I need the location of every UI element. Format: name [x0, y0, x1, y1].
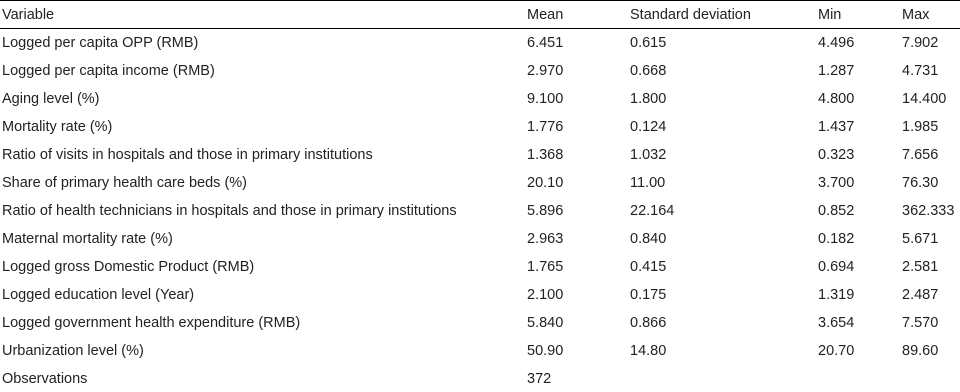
header-row [0, 1, 960, 29]
cell-min: 3.700 [818, 175, 855, 191]
header-min: Min [818, 6, 842, 23]
cell-min: 20.70 [818, 343, 855, 359]
cell-variable: Mortality rate (%) [2, 119, 113, 135]
cell-mean: 2.100 [527, 287, 564, 303]
table-row [0, 141, 960, 169]
cell-standard-deviation: 0.615 [630, 35, 667, 51]
cell-variable: Logged education level (Year) [2, 287, 195, 303]
header-max: Max [902, 6, 930, 23]
cell-mean: 5.840 [527, 315, 564, 331]
cell-standard-deviation: 0.415 [630, 259, 667, 275]
cell-standard-deviation: 1.032 [630, 147, 667, 163]
cell-variable: Ratio of health technicians in hospitals and those in primary institutions [2, 203, 457, 219]
cell-min: 0.182 [818, 231, 855, 247]
cell-mean: 1.368 [527, 147, 564, 163]
cell-standard-deviation: 1.800 [630, 91, 667, 107]
cell-standard-deviation: 0.175 [630, 287, 667, 303]
cell-variable: Logged government health expenditure (RMB) [2, 315, 301, 331]
cell-max: 362.333 [902, 203, 955, 219]
table-row [0, 169, 960, 197]
cell-variable: Logged gross Domestic Product (RMB) [2, 259, 255, 275]
cell-max: 2.581 [902, 259, 939, 275]
cell-min: 0.852 [818, 203, 855, 219]
cell-max: 76.30 [902, 175, 939, 191]
cell-max: 2.487 [902, 287, 939, 303]
cell-standard-deviation [628, 365, 816, 392]
table-row [0, 225, 960, 253]
header-mean: Mean [527, 6, 564, 23]
cell-min: 3.654 [818, 315, 855, 331]
table-row [0, 57, 960, 85]
cell-max: 89.60 [902, 343, 939, 359]
header-standard-deviation: Standard deviation [630, 6, 751, 23]
cell-max: 7.902 [902, 35, 939, 51]
cell-standard-deviation: 11.00 [630, 175, 666, 191]
cell-variable: Aging level (%) [2, 91, 100, 107]
header-variable: Variable [2, 6, 55, 23]
cell-variable: Observations [2, 371, 88, 387]
cell-min: 1.319 [818, 287, 855, 303]
cell-variable: Logged per capita OPP (RMB) [2, 35, 199, 51]
cell-variable: Share of primary health care beds (%) [2, 175, 247, 191]
cell-mean: 2.963 [527, 231, 564, 247]
table-body [0, 29, 960, 392]
cell-mean: 9.100 [527, 91, 564, 107]
cell-max: 7.570 [902, 315, 939, 331]
cell-mean: 1.765 [527, 259, 564, 275]
table-row [0, 197, 960, 225]
cell-mean: 20.10 [527, 175, 564, 191]
cell-variable: Urbanization level (%) [2, 343, 144, 359]
cell-max: 4.731 [902, 63, 939, 79]
cell-mean: 5.896 [527, 203, 564, 219]
table-row [0, 29, 960, 58]
cell-standard-deviation: 0.124 [630, 119, 667, 135]
cell-max: 5.671 [902, 231, 939, 247]
table-row-observations [0, 365, 960, 392]
cell-standard-deviation: 0.668 [630, 63, 667, 79]
cell-min: 0.694 [818, 259, 855, 275]
cell-mean: 6.451 [527, 35, 564, 51]
table-row [0, 253, 960, 281]
cell-min: 0.323 [818, 147, 855, 163]
table-header [0, 1, 960, 29]
cell-max: 14.400 [902, 91, 947, 107]
cell-variable: Maternal mortality rate (%) [2, 231, 173, 247]
cell-standard-deviation: 14.80 [630, 343, 667, 359]
cell-max [900, 365, 960, 392]
cell-max: 7.656 [902, 147, 939, 163]
cell-min: 4.800 [818, 91, 855, 107]
cell-min: 4.496 [818, 35, 855, 51]
cell-mean: 1.776 [527, 119, 564, 135]
cell-max: 1.985 [902, 119, 939, 135]
cell-variable: Ratio of visits in hospitals and those in primary institutions [2, 147, 373, 163]
cell-min: 1.437 [818, 119, 855, 135]
cell-mean: 372 [527, 371, 552, 387]
cell-min: 1.287 [818, 63, 855, 79]
cell-variable: Logged per capita income (RMB) [2, 63, 215, 79]
table-row [0, 337, 960, 365]
table-row [0, 281, 960, 309]
cell-mean: 50.90 [527, 343, 564, 359]
cell-mean: 2.970 [527, 63, 564, 79]
cell-standard-deviation: 0.840 [630, 231, 667, 247]
table-row [0, 113, 960, 141]
cell-min [816, 365, 900, 392]
table-row [0, 85, 960, 113]
cell-standard-deviation: 0.866 [630, 315, 667, 331]
table-row [0, 309, 960, 337]
cell-standard-deviation: 22.164 [630, 203, 675, 219]
